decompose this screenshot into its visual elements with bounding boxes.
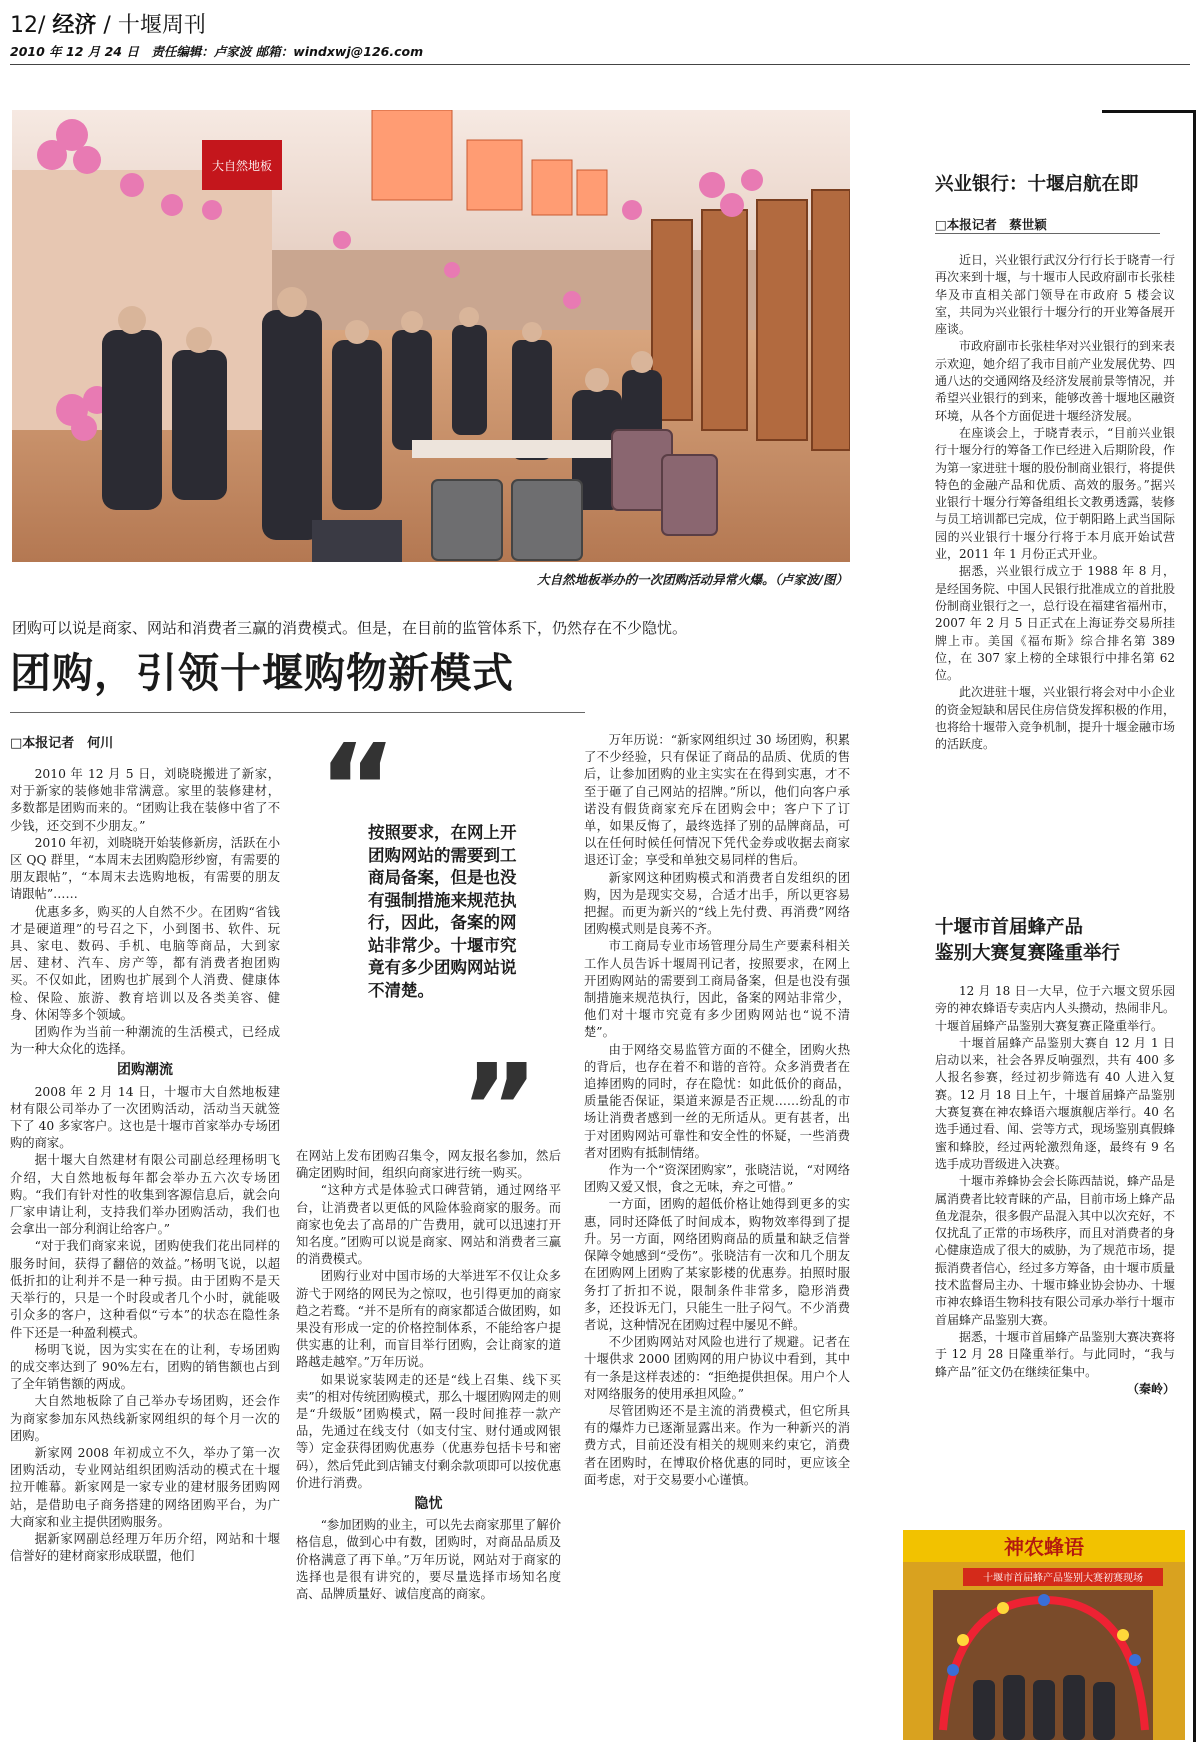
- store-sign-text: 神农蜂语: [1004, 1535, 1084, 1559]
- article-byline: □本报记者 何川: [10, 736, 114, 751]
- publication-name: 十堰周刊: [117, 13, 206, 38]
- paragraph: 大自然地板除了自己举办专场团购，还会作为商家参加东风热线新家网组织的每个月一次的团购。: [10, 1394, 280, 1443]
- paragraph: 团购作为当前一种潮流的生活模式，已经成为一种大众化的选择。: [10, 1025, 280, 1057]
- sidebar-story2-body: [935, 983, 1175, 1398]
- paragraph: 市工商局专业市场管理分局生产要素科相关工作人员告诉十堰周刊记者，按照要求，在网上开团购网站的需要到工商局备案，但是也没有强制措施来规范执行，因此，备案的网站非常少，他们对十堰市究竟有多少团购网站也“说不清楚”。: [584, 939, 850, 1040]
- main-photo: [12, 110, 850, 562]
- article-column-3: [584, 732, 850, 1489]
- sidebar-story2-title-line2: 鉴别大赛复赛隆重举行: [935, 943, 1121, 964]
- article-deck: 团购可以说是商家、网站和消费者三赢的消费模式。但是，在目前的监管体系下，仍然存在不少隐忧。: [12, 619, 688, 637]
- paragraph: 如果说家装网走的还是“线上召集、线下买卖”的相对传统团购模式，那么十堰团购网走的则是“升级版”团购模式，隔一段时间推荐一款产品，先通过在线支付（如支付宝、财付通或网银等）定金获得团购优惠券（优惠券包括卡号和密码），然后凭此到店铺支付剩余款项即可以按优惠价进行消费。: [296, 1372, 561, 1490]
- paragraph: 据悉，十堰市首届蜂产品鉴别大赛决赛将于 12 月 28 日隆重举行。与此同时，“我与蜂产品”征文仍在继续征集中。: [935, 1329, 1176, 1379]
- pull-quote: 按照要求，在网上开团购网站的需要到工商局备案，但是也没有强制措施来规范执行，因此，备案的网站非常少。十堰市究竟有多少团购网站说不清楚。: [368, 823, 517, 1000]
- paragraph: 新家网这种团购模式和消费者自发组织的团购，因为是现实交易，合适才出手，所以更容易把握。而更为新兴的“线上先付费、再消费”网络团购模式则是良莠不齐。: [584, 870, 850, 937]
- store-sign-text: 大自然地板: [211, 159, 273, 173]
- page-header: 12/ 经济 / 十堰周刊: [10, 13, 206, 38]
- paragraph: 市政府副市长张桂华对兴业银行的到来表示欢迎，她介绍了我市目前产业发展优势、四通八达的交通网络及经济发展前景等情况，并希望兴业银行的到来，能够改善十堰地区融资环境，从各个方面促进十堰经济发展。: [935, 339, 1176, 423]
- paragraph: 近日，兴业银行武汉分行行长于晓青一行再次来到十堰，与十堰市人民政府副市长张桂华及市直相关部门领导在市政府 5 楼会议室，共同为兴业银行十堰分行的开业筹备展开座谈。: [935, 253, 1176, 337]
- paragraph: 杨明飞说，因为实实在在的让利，专场团购的成交率达到了 90%左右，团购的销售额也占到了全年销售额的两成。: [10, 1342, 280, 1392]
- sidebar-story2-title: [935, 915, 1120, 967]
- paragraph: 12 月 18 日一大早，位于六堰文贸乐园旁的神农蜂语专卖店内人头攒动，热闹非凡。十堰首届蜂产品鉴别大赛复赛正隆重举行。: [935, 984, 1176, 1033]
- paragraph: 此次进驻十堰，兴业银行将会对中小企业的资金短缺和居民住房信贷发挥积极的作用，也将给十堰带入竞争机制，提升十堰金融市场的活跃度。: [935, 685, 1176, 752]
- paragraph: 2008 年 2 月 14 日，十堰市大自然地板建材有限公司举办了一次团购活动，活动当天就签下了 40 多家客户。这也是十堰市首家举办专场团购的商家。: [10, 1084, 280, 1151]
- paragraph: 在座谈会上，于晓青表示，“目前兴业银行十堰分行的筹备工作已经进入后期阶段，作为第一家进驻十堰的股份制商业银行，将提供特色的金融产品和优质、高效的服务。”据兴业银行十堰分行筹备组组长文教勇透露，装修与员工培训都已完成，位于朝阳路上武当国际园的兴业银行十堰分行将于本月底开始试营业，2011 年 1 月份正式开业。: [935, 425, 1176, 562]
- paragraph: 据十堰大自然建材有限公司副总经理杨明飞介绍，大自然地板每年都会举办五六次专场团购。“我们有针对性的收集到客源信息后，就会向厂家申请让利，支持我们举办团购活动，我们也会拿出一部分利润让给客户。”: [10, 1153, 280, 1237]
- sidebar-byline-rule: [935, 233, 1160, 234]
- paragraph: “参加团购的业主，可以先去商家那里了解价格信息，做到心中有数，团购时，对商品品质及价格满意了再下单。”万年历说，网站对于商家的选择也是很有讲究的，要尽量选择市场知名度高、品牌质量好、诚信度高的商家。: [296, 1518, 561, 1602]
- page-number: 12: [10, 13, 38, 38]
- sidebar-story1-title: 兴业银行：十堰启航在即: [935, 174, 1139, 195]
- paragraph: 2010 年 12 月 5 日，刘晓晓搬进了新家，对于新家的装修她非常满意。家里的装修建材，多数都是团购而来的。“团购让我在装修中省了不少钱，还交到不少朋友。”: [10, 767, 280, 833]
- open-quote-mark: “: [318, 720, 397, 859]
- paragraph: 2010 年初，刘晓晓开始装修新房，活跃在小区 QQ 群里，“本周末去团购隐形纱窗，有需要的朋友跟帖”，“本周末去选购地板，有需要的朋友请跟帖”……: [10, 835, 280, 902]
- store-scene-illustration: [12, 110, 850, 562]
- paragraph: 十堰市养蜂协会会长陈西喆说，蜂产品是属消费者比较青睐的产品，目前市场上蜂产品鱼龙混杂，很多假产品混入其中以次充好，不仅扰乱了正常的市场秩序，而且对消费者的身心健康造成了很大的威胁，为了规范市场，提振消费者信心，经过多方筹备，由十堰市质量技术监督局主办、十堰市蜂业协会协办、十堰市神农蜂语生物科技有限公司承办举行十堰市首届蜂产品鉴别大赛。: [935, 1174, 1176, 1327]
- paragraph: “这种方式是体验式口碑营销，通过网络平台，让消费者以更低的风险体验商家的服务。而商家也免去了高昂的广告费用，就可以迅速打开知名度。”团购可以说是商家、网站和消费者三赢的消费模式。: [296, 1183, 561, 1267]
- sidebar-story2-title-line1: 十堰市首届蜂产品: [935, 917, 1084, 938]
- sidebar-story2-signature: （秦岭）: [1126, 1381, 1175, 1396]
- paragraph: 尽管团购还不是主流的消费模式，但它所具有的爆炸力已逐渐显露出来。作为一种新兴的消费方式，目前还没有相关的规则来约束它，消费者在团购时，在博取价格优惠的同时，更应该全面考虑，对于交易要小心谨慎。: [584, 1403, 850, 1487]
- sidebar-right-rule: [1193, 110, 1196, 1742]
- article-column-2: [296, 1148, 561, 1603]
- paragraph: 在网站上发布团购召集令，网友报名参加，然后确定团购时间，组织向商家进行统一购买。: [296, 1149, 561, 1181]
- banner-text: 十堰市首届蜂产品鉴别大赛初赛现场: [983, 1573, 1143, 1584]
- paragraph: “对于我们商家来说，团购使我们花出同样的服务时间，获得了翻倍的效益。”杨明飞说，以超低折扣的让利并不是一种亏损。由于团购不是天天举行的，只是一个时段或者几个小时，就能吸引众多的客户，这种看似“亏本”的状态在隐性条件下还是一种盈利模式。: [10, 1239, 280, 1340]
- paragraph: 据悉，兴业银行成立于 1988 年 8 月，是经国务院、中国人民银行批准成立的首批股份制商业银行之一，总行设在福建省福州市，2007 年 2 月 5 日正式在上海证券交易所挂牌上市。美国《福布斯》综合排名第 389 位，在 307 家上榜的全球银行中排名第 62 位。: [935, 564, 1176, 683]
- photo-caption: 大自然地板举办的一次团购活动异常火爆。（卢家波/图）: [537, 572, 848, 587]
- sidebar-top-rule: [1102, 110, 1194, 113]
- close-quote-mark: ”: [460, 1040, 539, 1179]
- paragraph: 由于网络交易监管方面的不健全，团购火热的背后，也存在着不和谐的音符。众多消费者在追捧团购的同时，存在隐忧：如此低价的商品，质量能否保证，渠道来源是否正规……纷乱的市场让消费者感到一丝的无所适从。更有甚者，出于对团购网站可靠性和安全性的怀疑，一些消费者对团购有抵制情绪。: [584, 1042, 850, 1160]
- paragraph: 优惠多多，购买的人自然不少。在团购“省钱才是硬道理”的号召之下，小到图书、软件、玩具、家电、数码、手机、电脑等商品，大到家居、建材、汽车、房产等，都有消费者抱团购买。不仅如此，团购也扩展到个人消费、健康体检、保险、旅游、教育培训以及各类美容、健身、休闲等多个领域。: [10, 904, 280, 1022]
- headline-rule: [10, 712, 585, 713]
- page-meta-line: 2010 年 12 月 24 日 责任编辑：卢家波 邮箱：windxwj@126.com: [10, 44, 424, 59]
- article-column-1: [10, 766, 280, 1565]
- subhead-trend: 团购潮流: [117, 1062, 173, 1079]
- paragraph: 十堰首届蜂产品鉴别大赛自 12 月 1 日启动以来，社会各界反响强烈，共有 400 多人报名参赛，经过初步筛选有 40 人进入复赛。12 月 18 日上午，十堰首届蜂产品鉴别大赛复赛在神农蜂语六堰旗舰店举行。40 名选手通过看、闻、尝等方式，现场鉴别真假蜂蜜和蜂胶，经过两轮激烈角逐，最终有 9 名选手成功晋级进入决赛。: [935, 1035, 1176, 1171]
- paragraph: 据新家网副总经理万年历介绍，网站和十堰信誉好的建材商家形成联盟，他们: [10, 1531, 280, 1564]
- sidebar-story1-body: [935, 252, 1175, 754]
- header-rule: [10, 64, 1190, 65]
- honey-store-illustration: [903, 1530, 1185, 1740]
- article-headline: 团购，引领十堰购物新模式: [10, 649, 514, 697]
- paragraph: 新家网 2008 年初成立不久，举办了第一次团购活动，专业网站组织团购活动的模式在十堰拉开帷幕。新家网是一家专业的建材服务团购网站，是借助电子商务搭建的网络团购平台，为广大商家和业主提供团购服务。: [10, 1445, 280, 1529]
- sidebar-photo: [903, 1530, 1185, 1740]
- paragraph: 作为一个“资深团购家”，张晓洁说，“对网络团购又爱又恨，食之无味，弃之可惜。”: [584, 1163, 850, 1195]
- paragraph: 一方面，团购的超低价格让她得到更多的实惠，同时还降低了时间成本，购物效率得到了提升。另一方面，网络团购商品的质量和缺乏信誉保障令她感到“受伤”。张晓洁有一次和几个朋友在团购网上团购了某家影楼的优惠券。拍照时服务打了折扣不说，限制条件非常多，隐形消费多，还投诉无门，只能生一肚子闷气。不少消费者说，这种情况在团购过程中屡见不鲜。: [584, 1197, 850, 1332]
- paragraph: 团购行业对中国市场的大举进军不仅让众多游弋于网络的网民为之惊叹，也引得更加的商家趋之若鹜。“并不是所有的商家都适合做团购，如果没有形成一定的价格控制体系，不能给客户提供实惠的让利，而盲目举行团购，会让商家的道路越走越窄。”万年历说。: [296, 1269, 561, 1370]
- paragraph: 不少团购网站对风险也进行了规避。记者在十堰供求 2000 团购网的用户协议中看到，其中有一条是这样表述的：“拒绝提供担保。用户个人对网络服务的使用承担风险。”: [584, 1335, 850, 1401]
- section-name: 经济: [52, 13, 97, 38]
- sidebar-story1-byline: □本报记者 蔡世颖: [935, 217, 1047, 232]
- paragraph: 万年历说：“新家网组织过 30 场团购，积累了不少经验，只有保证了商品的品质、优质的售后，让参加团购的业主实实在在得到实惠，才不至于砸了自己网站的招牌。”所以，他们向客户承诺没有假货商家充斥在团购会中；客户下了订单，如果反悔了，最终选择了别的品牌商品，可以在任何时候任何情况下凭代金券或收据去商家退还订金；享受和单独交易同样的售后。: [584, 733, 850, 868]
- subhead-concerns: 隐忧: [414, 1496, 443, 1513]
